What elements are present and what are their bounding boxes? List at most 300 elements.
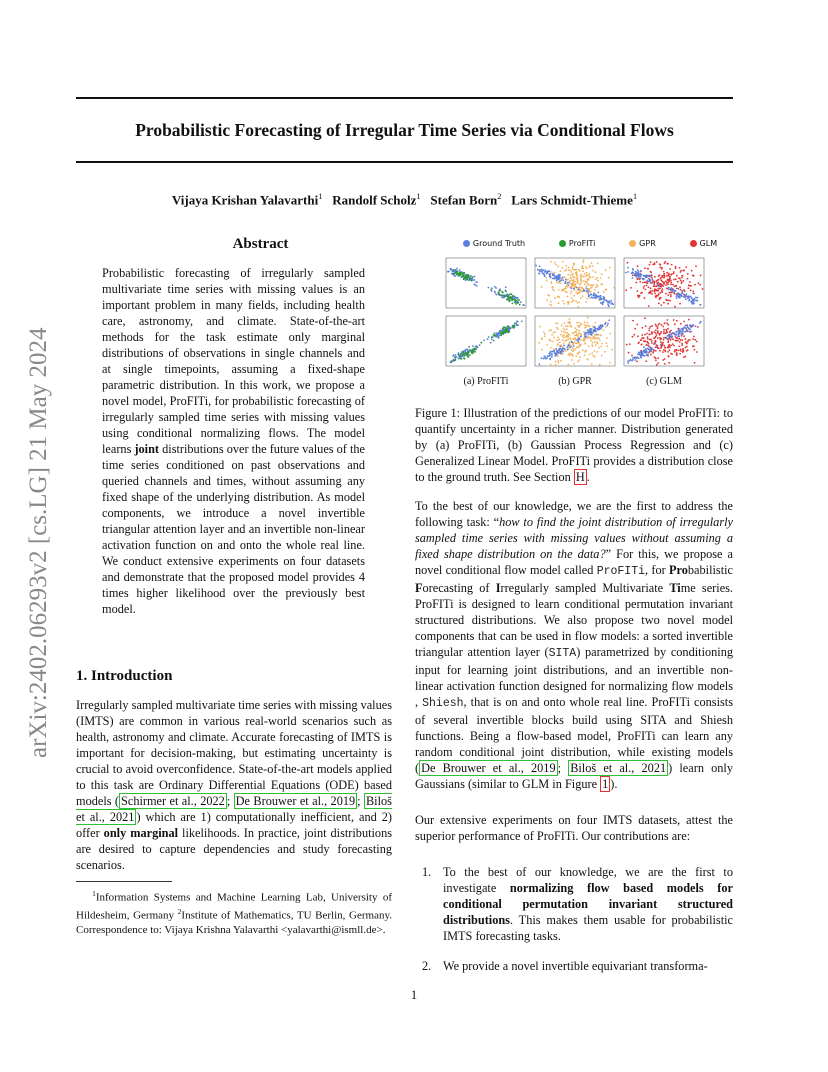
scatter-point <box>678 333 680 335</box>
scatter-point <box>663 273 665 275</box>
scatter-point <box>595 344 597 346</box>
scatter-point <box>588 288 590 290</box>
scatter-point <box>598 347 600 349</box>
title-bottom-rule <box>76 161 733 163</box>
scatter-point <box>555 364 557 366</box>
scatter-point <box>558 348 560 350</box>
scatter-point <box>569 337 571 339</box>
scatter-point <box>499 330 501 332</box>
scatter-point <box>653 350 655 352</box>
scatter-point <box>643 350 645 352</box>
scatter-point <box>575 355 577 357</box>
scatter-point <box>545 277 547 279</box>
scatter-point <box>657 324 659 326</box>
scatter-point <box>564 270 566 272</box>
scatter-point <box>515 296 517 298</box>
subcaption-a: (a) ProFITi <box>463 376 509 387</box>
scatter-point <box>580 291 582 293</box>
scatter-point <box>556 339 558 341</box>
scatter-point <box>566 336 568 338</box>
scatter-point <box>674 290 676 292</box>
scatter-point <box>663 283 665 285</box>
scatter-point <box>559 278 561 280</box>
scatter-point <box>515 303 517 305</box>
scatter-point <box>641 344 643 346</box>
scatter-point <box>652 279 654 281</box>
scatter-point <box>577 341 579 343</box>
scatter-point <box>607 303 609 305</box>
scatter-point <box>648 327 650 329</box>
scatter-point <box>656 280 658 282</box>
scatter-point <box>452 355 454 357</box>
scatter-point <box>520 301 522 303</box>
scatter-point <box>657 290 659 292</box>
scatter-point <box>521 321 523 323</box>
scatter-point <box>554 262 556 264</box>
scatter-point <box>679 303 681 305</box>
scatter-point <box>555 348 557 350</box>
scatter-point <box>676 350 678 352</box>
scatter-point <box>643 278 645 280</box>
scatter-point <box>654 291 656 293</box>
scatter-point <box>512 295 514 297</box>
scatter-point <box>579 322 581 324</box>
scatter-point <box>561 325 563 327</box>
scatter-point <box>648 346 650 348</box>
scatter-point <box>587 322 589 324</box>
scatter-point <box>588 291 590 293</box>
scatter-point <box>589 284 591 286</box>
scatter-point <box>595 296 597 298</box>
scatter-point <box>573 341 575 343</box>
scatter-point <box>557 345 559 347</box>
scatter-point <box>573 345 575 347</box>
scatter-point <box>632 336 634 338</box>
scatter-point <box>586 268 588 270</box>
scatter-point <box>673 289 675 291</box>
scatter-point <box>569 286 571 288</box>
scatter-point <box>511 298 513 300</box>
author-affiliation: 1 <box>416 191 421 201</box>
scatter-point <box>668 273 670 275</box>
scatter-point <box>594 289 596 291</box>
scatter-point <box>590 276 592 278</box>
scatter-point <box>678 293 680 295</box>
scatter-point <box>469 279 471 281</box>
scatter-point <box>502 292 504 294</box>
scatter-point <box>574 331 576 333</box>
scatter-point <box>665 293 667 295</box>
scatter-point <box>586 282 588 284</box>
scatter-point <box>644 281 646 283</box>
scatter-point <box>584 327 586 329</box>
scatter-point <box>563 327 565 329</box>
scatter-point <box>559 342 561 344</box>
scatter-point <box>647 280 649 282</box>
scatter-point <box>655 329 657 331</box>
author-affiliation: 1 <box>318 191 323 201</box>
scatter-point <box>474 351 476 353</box>
scatter-point <box>603 291 605 293</box>
scatter-point <box>562 300 564 302</box>
scatter-point <box>646 276 648 278</box>
scatter-point <box>583 340 585 342</box>
scatter-point <box>580 297 582 299</box>
scatter-point <box>667 351 669 353</box>
scatter-point <box>651 325 653 327</box>
scatter-point <box>592 276 594 278</box>
scatter-point <box>563 342 565 344</box>
scatter-point <box>672 338 674 340</box>
scatter-point <box>654 285 656 287</box>
scatter-point <box>573 288 575 290</box>
scatter-point <box>660 344 662 346</box>
scatter-point <box>668 289 670 291</box>
scatter-point <box>550 329 552 331</box>
scatter-point <box>600 346 602 348</box>
figure-reference-link[interactable]: 1 <box>602 777 609 791</box>
scatter-point <box>567 282 569 284</box>
scatter-point <box>645 289 647 291</box>
scatter-point <box>665 329 667 331</box>
citation-link[interactable]: De Brouwer et al., 2019 <box>235 794 356 808</box>
scatter-point <box>640 275 642 277</box>
scatter-point <box>583 289 585 291</box>
scatter-point <box>547 356 549 358</box>
scatter-point <box>596 334 598 336</box>
scatter-point <box>572 350 574 352</box>
scatter-point <box>676 288 678 290</box>
scatter-point <box>564 322 566 324</box>
scatter-point <box>645 344 647 346</box>
scatter-point <box>494 332 496 334</box>
scatter-point <box>477 346 479 348</box>
scatter-point <box>585 287 587 289</box>
scatter-point <box>663 345 665 347</box>
scatter-point <box>643 287 645 289</box>
scatter-point <box>539 326 541 328</box>
scatter-point <box>567 349 569 351</box>
scatter-point <box>685 338 687 340</box>
scatter-point <box>514 325 516 327</box>
scatter-point <box>603 297 605 299</box>
scatter-point <box>502 297 504 299</box>
scatter-point <box>514 299 516 301</box>
scatter-point <box>669 279 671 281</box>
scatter-point <box>681 329 683 331</box>
scatter-point <box>450 268 452 270</box>
scatter-point <box>681 275 683 277</box>
figure-scatter-panels <box>442 254 732 372</box>
section-reference-link[interactable]: H <box>575 470 585 484</box>
scatter-point <box>669 346 671 348</box>
scatter-point <box>639 281 641 283</box>
citation-link[interactable]: De Brouwer et al., 2019 <box>421 761 556 775</box>
scatter-point <box>554 297 556 299</box>
scatter-point <box>637 265 639 267</box>
scatter-point <box>664 358 666 360</box>
scatter-point <box>573 363 575 365</box>
scatter-point <box>660 341 662 343</box>
scatter-point <box>546 358 548 360</box>
scatter-point <box>679 267 681 269</box>
scatter-point <box>604 351 606 353</box>
author-list <box>76 191 733 208</box>
scatter-point <box>608 277 610 279</box>
scatter-point <box>462 354 464 356</box>
scatter-point <box>584 321 586 323</box>
scatter-point <box>570 325 572 327</box>
scatter-point <box>571 297 573 299</box>
scatter-point <box>575 291 577 293</box>
scatter-point <box>690 331 692 333</box>
scatter-point <box>644 317 646 319</box>
scatter-point <box>495 292 497 294</box>
scatter-point <box>555 322 557 324</box>
scatter-point <box>669 332 671 334</box>
scatter-point <box>669 337 671 339</box>
scatter-point <box>569 355 571 357</box>
scatter-point <box>569 318 571 320</box>
scatter-point <box>544 271 546 273</box>
scatter-point <box>572 279 574 281</box>
scatter-point <box>591 352 593 354</box>
scatter-point <box>676 275 678 277</box>
scatter-point <box>566 332 568 334</box>
scatter-point <box>675 340 677 342</box>
scatter-point <box>493 335 495 337</box>
scatter-point <box>680 289 682 291</box>
scatter-point <box>600 295 602 297</box>
scatter-point <box>544 269 546 271</box>
scatter-point <box>578 302 580 304</box>
scatter-point <box>668 300 670 302</box>
scatter-point <box>582 349 584 351</box>
scatter-point <box>608 305 610 307</box>
scatter-point <box>694 339 696 341</box>
scatter-point <box>671 273 673 275</box>
scatter-point <box>453 360 455 362</box>
scatter-point <box>651 293 653 295</box>
scatter-point <box>683 296 685 298</box>
scatter-point <box>665 332 667 334</box>
scatter-point <box>648 275 650 277</box>
scatter-point <box>570 346 572 348</box>
scatter-point <box>688 319 690 321</box>
scatter-point <box>576 333 578 335</box>
scatter-point <box>651 277 653 279</box>
scatter-point <box>577 281 579 283</box>
scatter-point <box>627 362 629 364</box>
scatter-point <box>644 275 646 277</box>
scatter-point <box>635 276 637 278</box>
scatter-point <box>695 265 697 267</box>
scatter-point <box>667 303 669 305</box>
scatter-point <box>600 302 602 304</box>
scatter-point <box>539 363 541 365</box>
scatter-point <box>625 289 627 291</box>
scatter-point <box>572 347 574 349</box>
scatter-point <box>574 348 576 350</box>
scatter-point <box>662 351 664 353</box>
scatter-point <box>627 360 629 362</box>
citation-link[interactable]: Schirmer et al., 2022 <box>121 794 225 808</box>
scatter-point <box>551 354 553 356</box>
scatter-point <box>651 290 653 292</box>
scatter-point <box>588 334 590 336</box>
scatter-point <box>681 332 683 334</box>
scatter-point <box>560 283 562 285</box>
scatter-point <box>544 335 546 337</box>
scatter-point <box>660 286 662 288</box>
scatter-point <box>630 359 632 361</box>
scatter-point <box>658 293 660 295</box>
scatter-point <box>651 342 653 344</box>
scatter-point <box>692 293 694 295</box>
scatter-point <box>541 271 543 273</box>
scatter-point <box>694 349 696 351</box>
scatter-point <box>682 348 684 350</box>
scatter-point <box>557 362 559 364</box>
scatter-point <box>495 294 497 296</box>
scatter-point <box>541 349 543 351</box>
scatter-point <box>490 342 492 344</box>
legend-item: Ground Truth <box>463 239 525 248</box>
scatter-point <box>588 275 590 277</box>
scatter-point <box>692 302 694 304</box>
scatter-point <box>459 269 461 271</box>
scatter-point <box>632 269 634 271</box>
scatter-point <box>657 283 659 285</box>
scatter-point <box>655 324 657 326</box>
scatter-point <box>577 346 579 348</box>
scatter-point <box>675 266 677 268</box>
citation-link[interactable]: Biloš et al., 2021 <box>570 761 667 775</box>
scatter-point <box>654 262 656 264</box>
scatter-point <box>591 262 593 264</box>
scatter-point <box>512 303 514 305</box>
scatter-point <box>572 299 574 301</box>
scatter-point <box>656 261 658 263</box>
scatter-point <box>468 352 470 354</box>
scatter-point <box>632 357 634 359</box>
scatter-point <box>447 271 449 273</box>
scatter-point <box>552 286 554 288</box>
scatter-point <box>681 277 683 279</box>
scatter-point <box>672 284 674 286</box>
scatter-point <box>508 301 510 303</box>
scatter-point <box>473 348 475 350</box>
scatter-point <box>553 351 555 353</box>
scatter-point <box>670 334 672 336</box>
scatter-point <box>549 352 551 354</box>
scatter-point <box>562 339 564 341</box>
scatter-point <box>458 354 460 356</box>
scatter-point <box>632 272 634 274</box>
scatter-point <box>627 262 629 264</box>
scatter-point <box>498 335 500 337</box>
scatter-point <box>603 299 605 301</box>
scatter-point <box>543 358 545 360</box>
scatter-point <box>627 271 629 273</box>
scatter-point <box>597 337 599 339</box>
figure-legend <box>446 239 734 248</box>
scatter-point <box>640 356 642 358</box>
scatter-point <box>563 303 565 305</box>
scatter-point <box>597 329 599 331</box>
scatter-point <box>660 333 662 335</box>
scatter-point <box>680 350 682 352</box>
scatter-point <box>681 344 683 346</box>
scatter-point <box>685 331 687 333</box>
scatter-point <box>569 277 571 279</box>
subcaption-b: (b) GPR <box>558 376 592 387</box>
scatter-point <box>658 275 660 277</box>
scatter-point <box>655 359 657 361</box>
scatter-point <box>510 296 512 298</box>
abstract-text: Probabilistic forecasting of irregularly sampled multivariate time series with missing values is an important problem in many fields, including health care, astronomy, and climate. State-of-the-art methods for the task estimate only marginal distributions of observations in single channels and at single timepoints, assuming a fixed-shape parametric distribution. In this work, we propose a novel model, ProFITi, for probabilistic forecasting of irregularly sampled time series with missing values using conditional normalizing flows. The model learns joint distributions over the future values of the time series conditioned on past observations and queried channels and times, without assuming any fixed shape of the underlying distribution. As model components, we introduce a novel invertible triangular attention layer and an invertible non-linear activation function on and onto the whole real line. We conduct extensive experiments on four datasets and demonstrate that the proposed model provides 4 times higher likelihood over the previously best model. <box>102 266 365 616</box>
scatter-point <box>644 340 646 342</box>
scatter-point <box>658 285 660 287</box>
scatter-point <box>670 336 672 338</box>
scatter-point <box>557 350 559 352</box>
scatter-point <box>609 362 611 364</box>
scatter-point <box>601 326 603 328</box>
scatter-point <box>692 338 694 340</box>
scatter-point <box>694 362 696 364</box>
scatter-point <box>683 356 685 358</box>
scatter-point <box>571 354 573 356</box>
scatter-point <box>595 271 597 273</box>
scatter-point <box>670 283 672 285</box>
scatter-point <box>569 334 571 336</box>
scatter-point <box>664 275 666 277</box>
scatter-point <box>673 279 675 281</box>
scatter-point <box>550 277 552 279</box>
scatter-point <box>578 288 580 290</box>
scatter-point <box>572 285 574 287</box>
scatter-point <box>634 357 636 359</box>
citation-link[interactable]: Biloš et al., 2021 <box>76 794 392 824</box>
scatter-point <box>586 298 588 300</box>
scatter-point <box>567 364 569 366</box>
scatter-point <box>499 294 501 296</box>
scatter-point <box>657 337 659 339</box>
scatter-point <box>567 325 569 327</box>
scatter-point <box>561 277 563 279</box>
scatter-point <box>676 337 678 339</box>
scatter-point <box>646 333 648 335</box>
scatter-point <box>566 328 568 330</box>
scatter-point <box>567 279 569 281</box>
scatter-point <box>553 332 555 334</box>
scatter-point <box>595 294 597 296</box>
scatter-point <box>553 337 555 339</box>
scatter-point <box>667 294 669 296</box>
scatter-point <box>672 332 674 334</box>
scatter-point <box>664 262 666 264</box>
scatter-point <box>605 326 607 328</box>
scatter-point <box>678 336 680 338</box>
scatter-point <box>629 343 631 345</box>
scatter-point <box>661 324 663 326</box>
scatter-point <box>679 353 681 355</box>
scatter-point <box>543 356 545 358</box>
scatter-point <box>591 334 593 336</box>
scatter-point <box>673 345 675 347</box>
scatter-point <box>590 331 592 333</box>
scatter-point <box>679 341 681 343</box>
